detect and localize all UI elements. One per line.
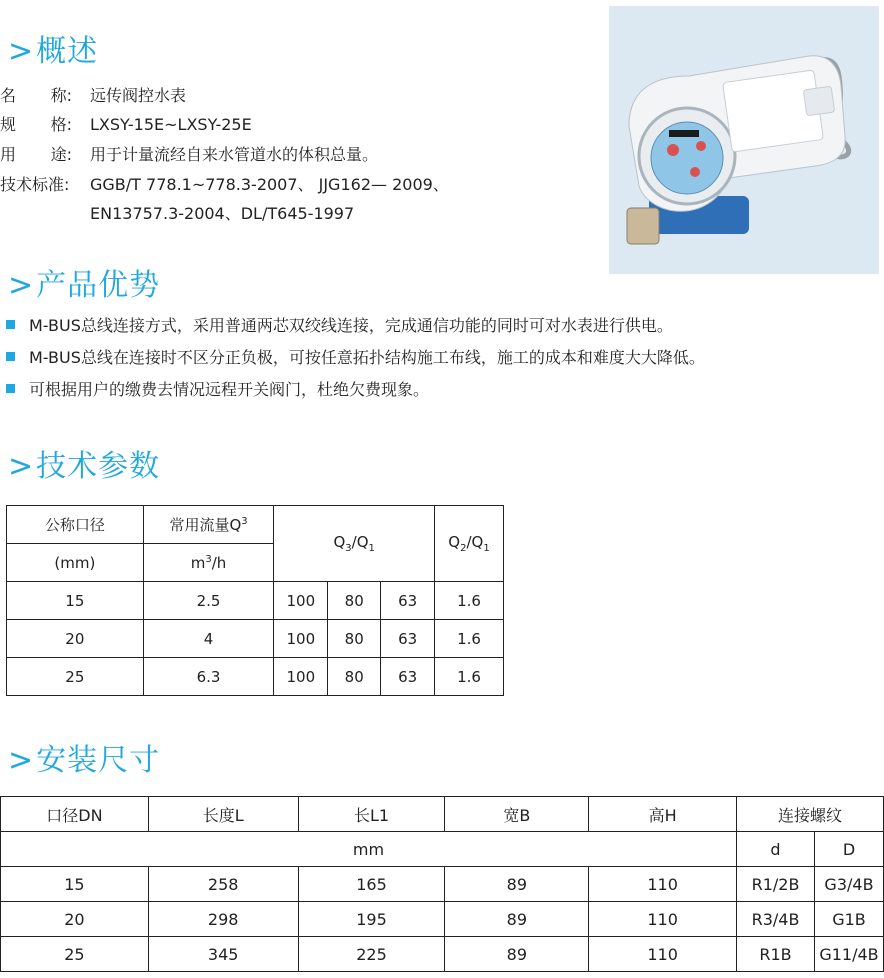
cell-dn: 20 <box>7 620 144 658</box>
header-l1: 长L1 <box>298 797 445 832</box>
section-title-install: >安装尺寸 <box>8 743 161 778</box>
spec-value-usage: 用于计量流经自来水管道水的体积总量。 <box>90 145 379 164</box>
table-row <box>7 582 504 620</box>
spec-row-standard <box>0 174 449 196</box>
advantage-item: 可根据用户的缴费去情况远程开关阀门，杜绝欠费现象。 <box>6 379 429 401</box>
section-title-advantages: >产品优势 <box>8 268 161 303</box>
cell-ratio: 63 <box>381 582 435 620</box>
cell-width: 89 <box>445 937 589 972</box>
bullet-square-icon <box>6 384 15 393</box>
cell-width: 89 <box>445 867 589 902</box>
cell-height: 110 <box>589 902 737 937</box>
cell-thread-d: R1B <box>737 937 815 972</box>
install-dimensions-table <box>0 796 884 972</box>
cell-length: 298 <box>148 902 298 937</box>
header-q3: 常用流量$Q^3$ <box>143 506 274 544</box>
cell-q3: 4 <box>143 620 274 658</box>
water-meter-image <box>609 6 879 274</box>
spec-value-name: 远传阀控水表 <box>90 86 187 105</box>
header-unit: mm <box>1 832 737 867</box>
table-header-row <box>7 506 504 544</box>
cell-ratio: 80 <box>328 582 381 620</box>
spec-value-standard-cont: EN13757.3-2004、DL/T645-1997 <box>90 204 355 223</box>
spec-label-standard: 技术标准: <box>0 175 70 194</box>
cell-l1: 195 <box>298 902 445 937</box>
table-header-row <box>1 797 884 832</box>
spec-label-name: 名 称: <box>0 86 72 105</box>
cell-length: 345 <box>148 937 298 972</box>
product-photo <box>609 6 879 274</box>
cell-dn: 25 <box>1 937 149 972</box>
bullet-square-icon <box>6 352 15 361</box>
cell-height: 110 <box>589 937 737 972</box>
header-thread: 连接螺纹 <box>737 797 884 832</box>
section-title-tech-params: >技术参数 <box>8 449 161 484</box>
cell-dn: 20 <box>1 902 149 937</box>
cell-l1: 165 <box>298 867 445 902</box>
cell-ratio: 100 <box>274 620 328 658</box>
spec-row-name <box>0 85 186 107</box>
cell-height: 110 <box>589 867 737 902</box>
section-title-overview: >概述 <box>8 34 99 69</box>
advantage-item: M-BUS总线连接方式，采用普通两芯双绞线连接，完成通信功能的同时可对水表进行供电。 <box>6 315 673 337</box>
cell-dn: 25 <box>7 658 144 696</box>
bullet-square-icon <box>6 320 15 329</box>
header-length: 长度L <box>148 797 298 832</box>
table-row <box>1 867 884 902</box>
cell-q2q1: 1.6 <box>435 582 504 620</box>
cell-q3: 6.3 <box>143 658 274 696</box>
header-thread-D: D <box>814 832 883 867</box>
cell-dn: 15 <box>7 582 144 620</box>
spec-label-model: 规 格: <box>0 115 72 134</box>
table-row <box>1 902 884 937</box>
spec-value-standard: GGB/T 778.1~778.3-2007、 JJG162— 2009、 <box>90 175 449 194</box>
cell-ratio: 63 <box>381 620 435 658</box>
header-thread-d: d <box>737 832 815 867</box>
spec-label-usage: 用 途: <box>0 145 72 164</box>
cell-q2q1: 1.6 <box>435 620 504 658</box>
header-dn-unit: (mm) <box>7 544 144 582</box>
header-q3-q1: $Q_3/Q_1$ <box>274 506 435 582</box>
cell-length: 258 <box>148 867 298 902</box>
header-height: 高H <box>589 797 737 832</box>
tech-params-table <box>6 505 504 696</box>
spec-row-usage <box>0 144 378 166</box>
header-dn: 口径DN <box>1 797 149 832</box>
cell-thread-d: R1/2B <box>737 867 815 902</box>
cell-ratio: 80 <box>328 658 381 696</box>
header-dn: 公称口径 <box>7 506 144 544</box>
table-row <box>7 658 504 696</box>
header-q2-q1: $Q_2/Q_1$ <box>435 506 504 582</box>
spec-value-model: LXSY-15E~LXSY-25E <box>90 115 252 134</box>
cell-ratio: 63 <box>381 658 435 696</box>
cell-q3: 2.5 <box>143 582 274 620</box>
cell-ratio: 80 <box>328 620 381 658</box>
table-unit-row <box>1 832 884 867</box>
cell-ratio: 100 <box>274 658 328 696</box>
header-q3-unit: $m^3/h$ <box>143 544 274 582</box>
cell-ratio: 100 <box>274 582 328 620</box>
cell-thread-d: R3/4B <box>737 902 815 937</box>
table-row <box>7 620 504 658</box>
header-width: 宽B <box>445 797 589 832</box>
cell-l1: 225 <box>298 937 445 972</box>
cell-q2q1: 1.6 <box>435 658 504 696</box>
cell-width: 89 <box>445 902 589 937</box>
cell-thread-D: G3/4B <box>814 867 883 902</box>
cell-thread-D: G1B <box>814 902 883 937</box>
table-row <box>1 937 884 972</box>
spec-row-model <box>0 114 252 136</box>
advantage-item: M-BUS总线在连接时不区分正负极，可按任意拓扑结构施工布线，施工的成本和难度大大降低。 <box>6 347 705 369</box>
cell-dn: 15 <box>1 867 149 902</box>
cell-thread-D: G11/4B <box>814 937 883 972</box>
